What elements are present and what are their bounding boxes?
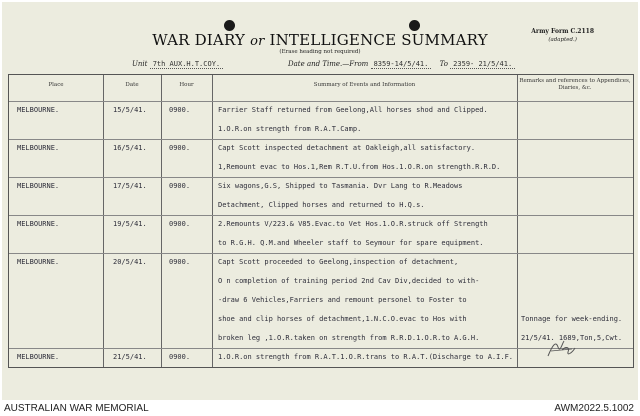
archive-reference: AWM2022.5.1002	[554, 403, 634, 414]
unit-line	[132, 60, 223, 68]
hour-cell: 0900.	[169, 353, 191, 361]
column-divider	[212, 75, 213, 367]
place-cell: MELBOURNE.	[17, 258, 60, 266]
summary-line: Capt Scott inspected detachment at Oakleigh,all satisfactory.	[218, 144, 476, 152]
remarks-cell: 21/5/41. 1689,Ton,5,Cwt.	[521, 334, 623, 342]
summary-line: to R.G.H. Q.M.and Wheeler staff to Seymour for spare equipment.	[218, 239, 484, 247]
date-cell: 19/5/41.	[113, 220, 147, 228]
hour-cell: 0900.	[169, 144, 191, 152]
place-cell: MELBOURNE.	[17, 106, 60, 114]
summary-line: Capt Scott proceeded to Geelong,inspection of detachment,	[218, 258, 459, 266]
column-header-remarks: Remarks and references to Appendices, Diaries, &c.	[519, 78, 631, 91]
column-header-date: Date	[125, 82, 139, 88]
remarks-cell: Tonnage for week-ending.	[521, 315, 623, 323]
unit-value: 7th AUX.H.T.COY.	[150, 60, 223, 69]
title-or: or	[250, 34, 265, 49]
title-war-diary: WAR DIARY	[152, 31, 246, 49]
to-value: 2359- 21/5/41.	[450, 60, 515, 69]
column-divider	[103, 75, 104, 367]
column-header-summary: Summary of Events and Information	[313, 82, 416, 88]
column-divider	[161, 75, 162, 367]
archive-credit: AUSTRALIAN WAR MEMORIAL	[4, 403, 149, 414]
date-cell: 16/5/41.	[113, 144, 147, 152]
summary-line: shoe and clip horses of detachment,1.N.C.O.evac to Hos with	[218, 315, 467, 323]
summary-line: 1,Remount evac to Hos.1,Rem R.T.U.from Hos.1.O.R.on strength.R.R.D.	[218, 163, 501, 171]
date-cell: 15/5/41.	[113, 106, 147, 114]
army-form-label	[531, 28, 594, 44]
hour-cell: 0900.	[169, 220, 191, 228]
date-cell: 17/5/41.	[113, 182, 147, 190]
hour-cell: 0900.	[169, 258, 191, 266]
title-note: (Erase heading not required)	[279, 49, 361, 55]
hour-cell: 0900.	[169, 106, 191, 114]
place-cell: MELBOURNE.	[17, 353, 60, 361]
unit-label: Unit	[132, 60, 148, 68]
date-cell: 20/5/41.	[113, 258, 147, 266]
place-cell: MELBOURNE.	[17, 144, 60, 152]
from-value: 8359-14/5/41.	[371, 60, 432, 69]
place-cell: MELBOURNE.	[17, 220, 60, 228]
entry-divider	[9, 348, 633, 349]
war-diary-sheet	[2, 2, 638, 400]
title-intelligence-summary: INTELLIGENCE SUMMARY	[269, 31, 488, 49]
summary-line: Detachment, Clipped horses and returned to H.Q.s.	[218, 201, 425, 209]
summary-line: 1.O.R.on strength from R.A.T.1.O.R.trans to R.A.T.(Discharge to A.I.F.	[218, 353, 514, 361]
form-note: (adapted.)	[548, 37, 577, 43]
datetime-label: Date and Time.—From	[288, 60, 369, 68]
entry-divider	[9, 177, 633, 178]
column-header-place: Place	[48, 82, 64, 88]
summary-line: O n completion of training period 2nd Cav Div,decided to with-	[218, 277, 480, 285]
column-header-hour: Hour	[179, 82, 194, 88]
summary-line: 2.Remounts V/223.& V85.Evac.to Vet Hos.1.O.R.struck off Strength	[218, 220, 488, 228]
entry-divider	[9, 253, 633, 254]
handwritten-initials	[545, 338, 577, 360]
date-cell: 21/5/41.	[113, 353, 147, 361]
entry-divider	[9, 139, 633, 140]
summary-line: 1.O.R.on strength from R.A.T.Camp.	[218, 125, 362, 133]
diary-table	[8, 74, 634, 368]
hour-cell: 0900.	[169, 182, 191, 190]
entry-divider	[9, 215, 633, 216]
summary-line: Farrier Staff returned from Geelong,All horses shod and Clipped.	[218, 106, 488, 114]
summary-line: broken leg ,1.O.R.taken on strength from R.R.D.1.O.R.to A.G.H.	[218, 334, 480, 342]
summary-line: -draw 6 Vehicles,Farriers and remount personel to Foster to	[218, 296, 467, 304]
form-number: Army Form C.2118	[531, 28, 594, 35]
punch-hole-left	[224, 20, 235, 31]
date-time-line	[288, 60, 515, 68]
entry-divider	[9, 101, 633, 102]
column-divider	[517, 75, 518, 367]
summary-line: Six wagons,G.S, Shipped to Tasmania. Dvr Lang to R.Meadows	[218, 182, 463, 190]
place-cell: MELBOURNE.	[17, 182, 60, 190]
punch-hole-right	[409, 20, 420, 31]
to-label: To	[439, 60, 448, 68]
